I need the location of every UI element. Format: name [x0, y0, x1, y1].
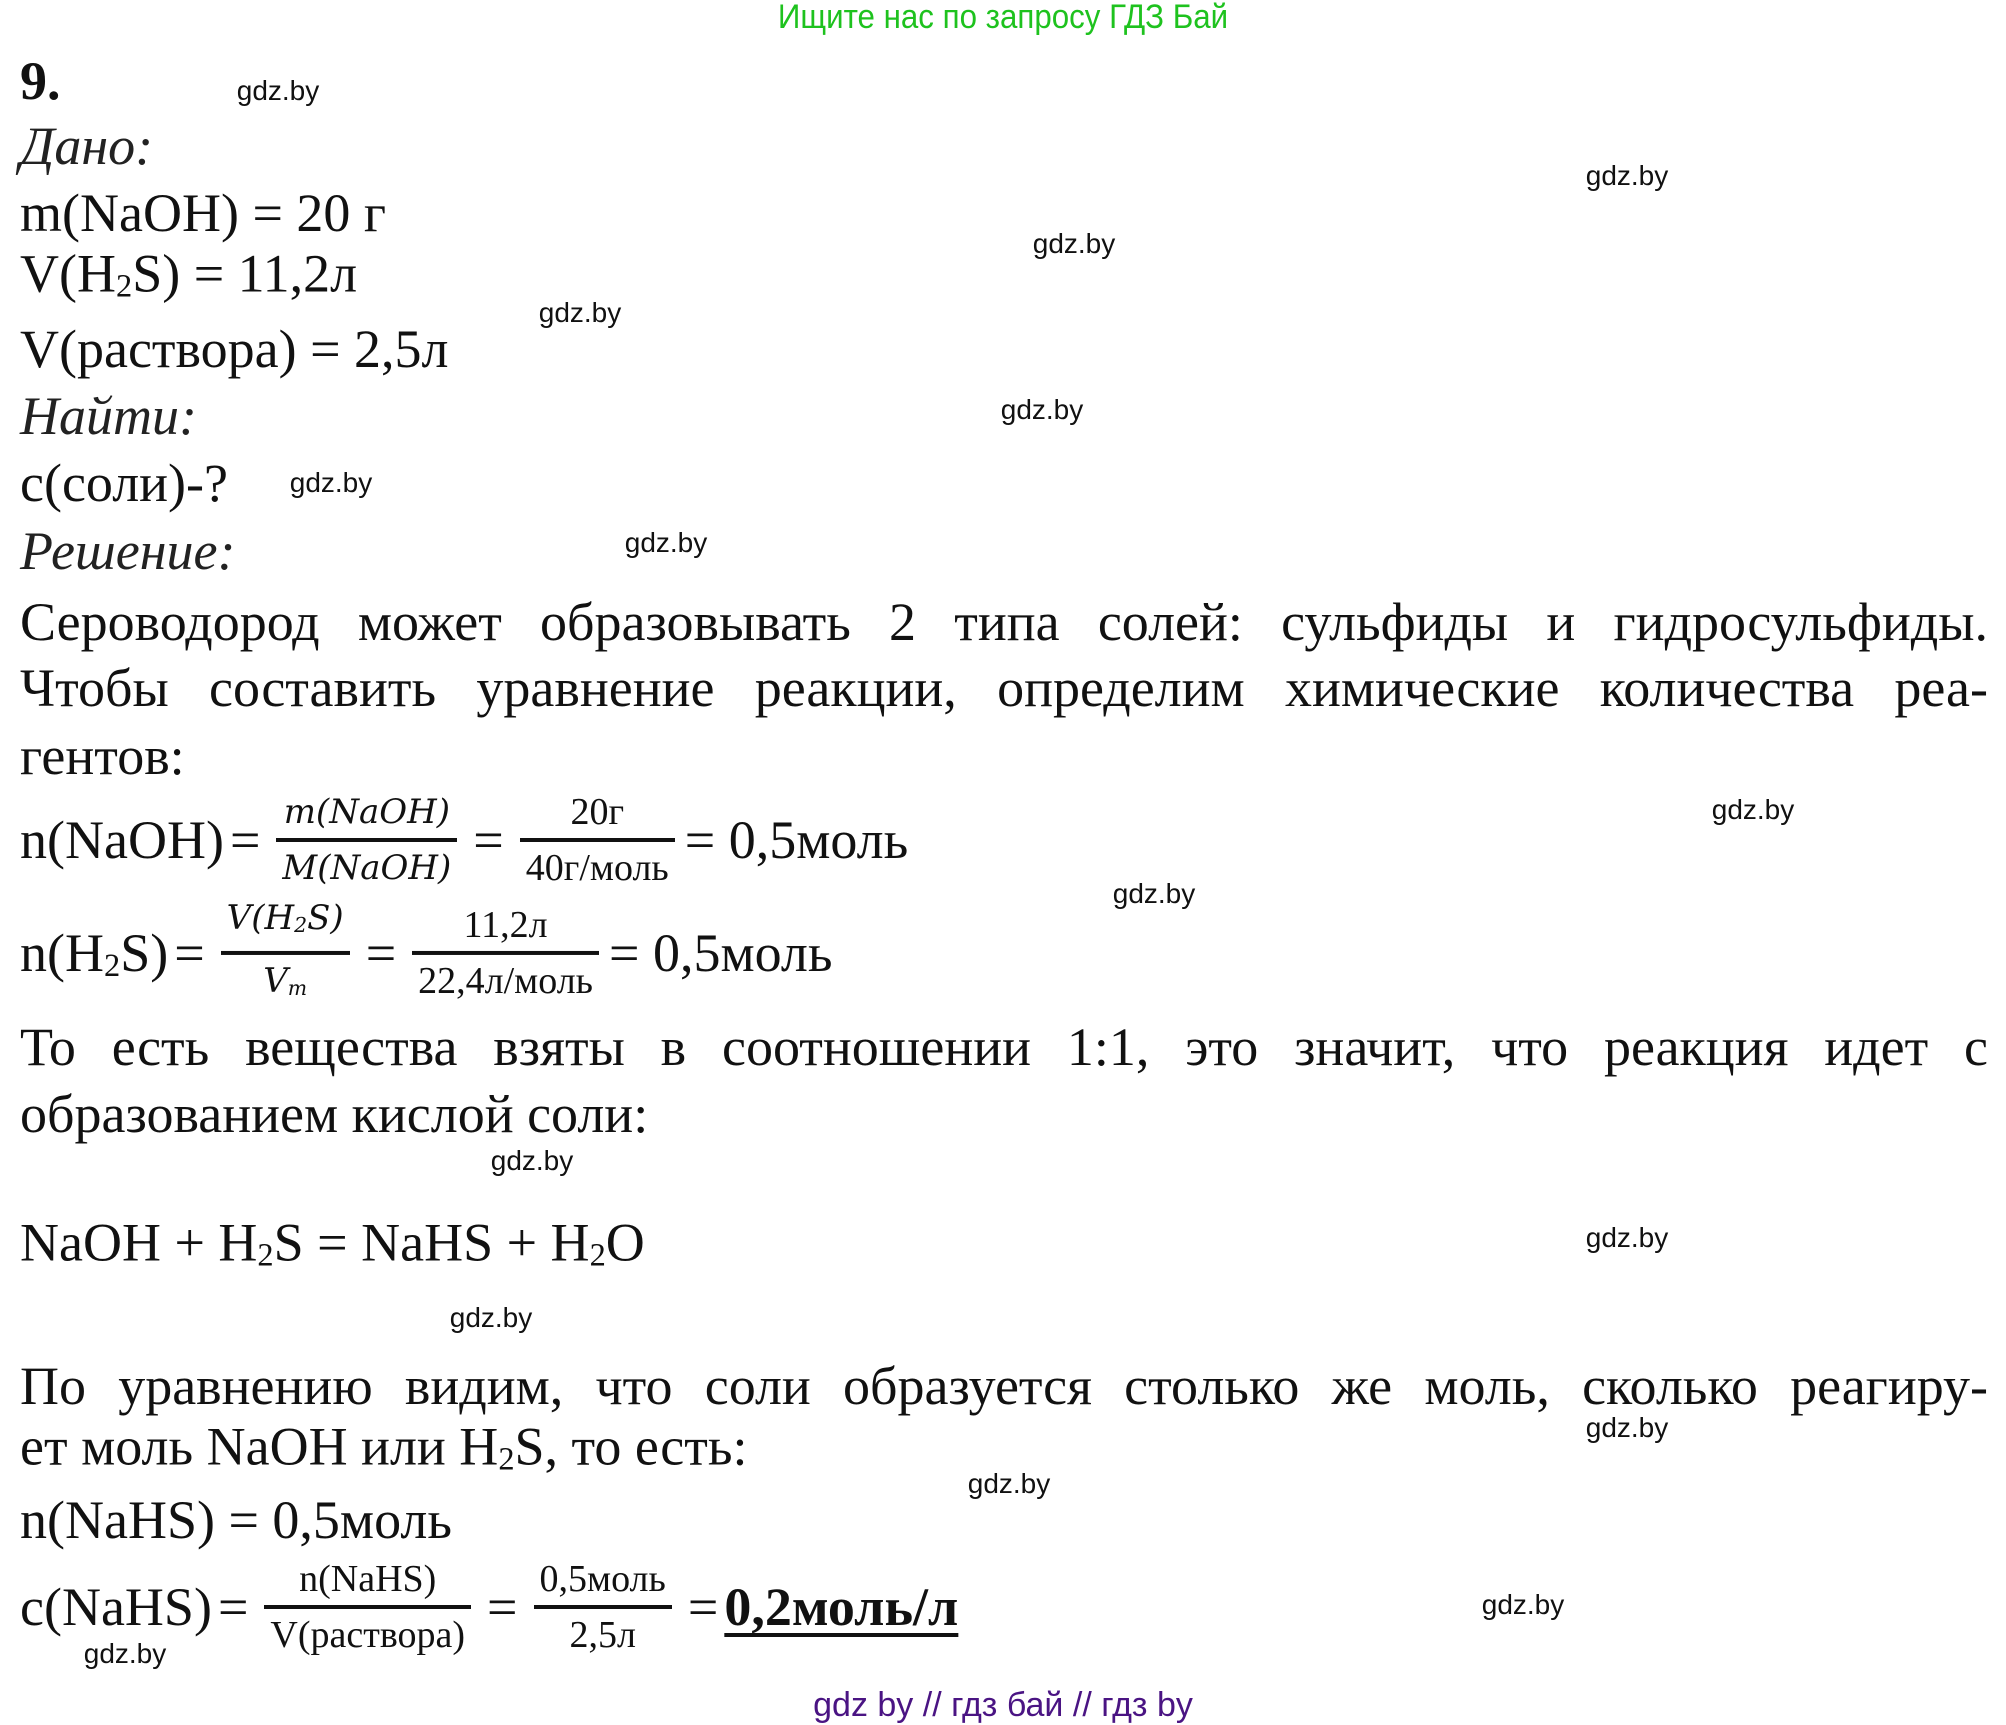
given-heading: Дано:: [20, 116, 154, 176]
num-post: S): [307, 897, 344, 938]
equation-n-naoh: [20, 786, 908, 894]
fraction-denominator: M(NaOH): [282, 848, 452, 888]
equation-lhs: c(NaHS): [20, 1577, 212, 1637]
fraction-numerator: 11,2л: [463, 904, 548, 946]
paragraph3-part: ет моль NaOH или H: [20, 1416, 499, 1477]
find-item: с(соли)-?: [20, 453, 228, 513]
watermark: gdz.by: [1585, 1412, 1669, 1443]
fraction-denominator: 40г/моль: [525, 847, 669, 889]
equation-result: = 0,5моль: [609, 923, 833, 983]
equals-sign: =: [487, 1577, 518, 1637]
final-answer: 0,2моль/л: [724, 1577, 959, 1637]
fraction-values: [534, 1553, 672, 1661]
given-volume-solution: [20, 319, 449, 379]
fraction-numerator: [221, 892, 350, 951]
equals-sign: =: [217, 1577, 249, 1637]
solution-heading: Решение:: [20, 521, 236, 581]
paragraph2-line2: образованием кислой соли:: [20, 1084, 649, 1144]
watermark: gdz.by: [1481, 1589, 1565, 1620]
equation-n-h2s: [20, 892, 833, 1014]
fraction-denominator: 2,5л: [569, 1614, 636, 1656]
paragraph3-line1: По уравнению видим, что соли образуется столько же моль, сколько реагиру-: [20, 1356, 1988, 1416]
den-pre: V: [263, 961, 288, 1001]
equation-result: = 0,5моль: [684, 810, 909, 870]
fraction-denominator: [257, 955, 313, 1014]
fraction-values: [412, 899, 599, 1007]
equals-sign: =: [365, 923, 397, 983]
watermark: gdz.by: [1032, 228, 1116, 259]
watermark: gdz.by: [449, 1302, 533, 1333]
problem-number: 9.: [20, 51, 61, 111]
lhs-post: S): [120, 922, 169, 983]
lhs-pre: n(H: [20, 922, 104, 983]
equals-sign: =: [687, 1577, 719, 1637]
given-volume-h2s-lhs-post: S): [132, 243, 181, 304]
watermark: gdz.by: [538, 297, 622, 328]
given-mass-naoh: [20, 183, 386, 243]
equals-sign: =: [174, 923, 205, 983]
fraction-mass-over-molar-mass: [276, 786, 457, 894]
search-banner: Ищите нас по запросу ГДЗ Бай: [777, 0, 1229, 36]
equals-sign: =: [229, 810, 261, 870]
footer-links: gdz by // гдз бай // гдз by: [813, 1686, 1193, 1724]
find-heading: Найти:: [20, 386, 197, 446]
given-mass-naoh-lhs: m(NaOH): [20, 183, 239, 243]
subscript: 2: [498, 1441, 515, 1478]
given-volume-h2s-value: = 11,2л: [180, 243, 358, 304]
equation-lhs: [20, 922, 168, 985]
watermark: gdz.by: [289, 467, 373, 498]
reaction-part: O: [605, 1212, 645, 1273]
fraction-denominator: V(раствора): [270, 1614, 466, 1656]
subscript: 2: [589, 1237, 606, 1274]
given-volume-h2s: [20, 244, 357, 317]
watermark: gdz.by: [1585, 160, 1669, 191]
fraction-numerator: m(NaOH): [283, 792, 451, 832]
subscript: m: [287, 976, 308, 1001]
equation-lhs: n(NaOH): [20, 810, 224, 870]
watermark: gdz.by: [83, 1638, 167, 1669]
subscript: 2: [103, 947, 121, 984]
fraction-amount-over-volume: [264, 1553, 471, 1661]
reaction-part: NaOH + H: [20, 1212, 258, 1273]
fraction-denominator: 22,4л/моль: [418, 960, 594, 1002]
subscript: 2: [257, 1237, 274, 1274]
watermark: gdz.by: [1112, 878, 1196, 909]
watermark: gdz.by: [1000, 394, 1084, 425]
given-volume-solution-value: = 2,5л: [296, 319, 449, 379]
subscript: 2: [294, 913, 308, 937]
fraction-numerator: 20г: [570, 791, 625, 833]
watermark: gdz.by: [967, 1468, 1051, 1499]
paragraph3-part: S, то есть:: [514, 1416, 748, 1477]
paragraph2-line1: То есть вещества взяты в соотношении 1:1, это значит, что реакция идет с: [20, 1017, 1988, 1077]
fraction-values: [520, 786, 675, 894]
watermark: gdz.by: [624, 527, 708, 558]
subscript: 2: [115, 268, 133, 305]
num-pre: V(H: [226, 897, 295, 938]
given-volume-solution-lhs: V(раствора): [20, 319, 297, 379]
paragraph1-line3: гентов:: [20, 726, 185, 786]
reaction-equation: [20, 1213, 645, 1286]
paragraph1-line1: Сероводород может образовывать 2 типа солей: сульфиды и гидросульфиды.: [20, 592, 1988, 652]
given-mass-naoh-value: = 20 г: [238, 183, 387, 243]
watermark: gdz.by: [236, 75, 320, 106]
paragraph1-line2: Чтобы составить уравнение реакции, определим химические количества реа-: [20, 658, 1988, 718]
watermark: gdz.by: [490, 1145, 574, 1176]
watermark: gdz.by: [1585, 1222, 1669, 1253]
fraction-numerator: n(NaHS): [299, 1558, 437, 1600]
equals-sign: =: [473, 810, 504, 870]
fraction-numerator: 0,5моль: [539, 1558, 666, 1600]
fraction-volume-over-molar-volume: [221, 892, 350, 1014]
given-volume-h2s-lhs-pre: V(H: [20, 243, 116, 304]
n-nahs-line: n(NaHS) = 0,5моль: [20, 1490, 452, 1550]
watermark: gdz.by: [1711, 794, 1795, 825]
reaction-part: S = NaHS + H: [273, 1212, 590, 1273]
paragraph3-line2: [20, 1417, 747, 1490]
